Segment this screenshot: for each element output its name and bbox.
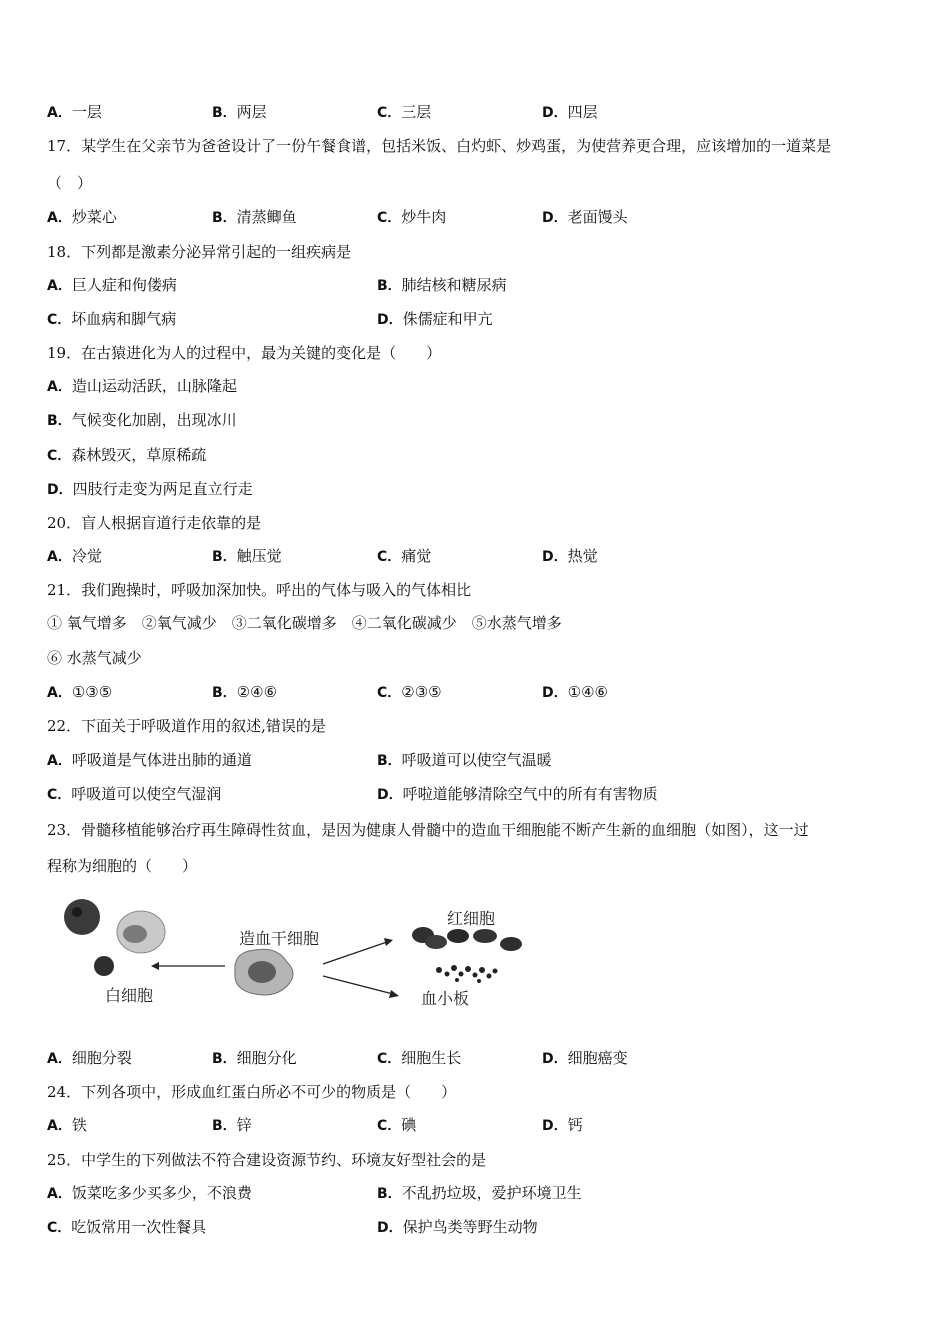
q25-option-d[interactable]: D．保护鸟类等野生动物 — [377, 1218, 538, 1236]
q21-option-c[interactable]: C．②③⑤ — [377, 683, 442, 701]
stem-cell-illustration — [235, 949, 293, 995]
q19-stem: 19．在古猿进化为人的过程中，最为关键的变化是（ ） — [47, 344, 442, 362]
q16-option-d[interactable]: D．四层 — [542, 103, 598, 121]
q21-option-d[interactable]: D．①④⑥ — [542, 683, 608, 701]
q18-option-d[interactable]: D．侏儒症和甲亢 — [377, 310, 493, 328]
q19-option-a[interactable]: A．造山运动活跃，山脉隆起 — [47, 377, 237, 395]
q23-stem: 23．骨髓移植能够治疗再生障碍性贫血，是因为健康人骨髓中的造血干细胞能不断产生新的血细胞（如图），这一过 — [47, 821, 809, 839]
q18-option-b[interactable]: B．肺结核和糖尿病 — [377, 276, 507, 294]
platelet — [445, 972, 450, 977]
q22-option-c[interactable]: C．呼吸道可以使空气湿润 — [47, 785, 222, 803]
q20-option-a[interactable]: A．冷觉 — [47, 547, 102, 565]
red-blood-cells-illustration — [412, 927, 522, 951]
q17-stem-blank: （ ） — [47, 174, 93, 192]
q18-option-c[interactable]: C．坏血病和脚气病 — [47, 310, 177, 328]
q18-option-a[interactable]: A．巨人症和佝偻病 — [47, 276, 177, 294]
q24-option-b[interactable]: B．锌 — [212, 1116, 252, 1134]
red-cell-4 — [473, 929, 497, 943]
q21-option-a[interactable]: A．①③⑤ — [47, 683, 113, 701]
stem-cell-label: 造血干细胞 — [239, 929, 320, 948]
q18-stem: 18．下列都是激素分泌异常引起的一组疾病是 — [47, 243, 352, 261]
white-blood-cells-illustration — [64, 899, 165, 976]
platelet — [451, 965, 457, 971]
q17-option-c[interactable]: C．炒牛肉 — [377, 208, 447, 226]
platelet — [487, 974, 492, 979]
q19-option-c[interactable]: C．森林毁灭，草原稀疏 — [47, 446, 207, 464]
arrow-head-up-right — [384, 938, 393, 946]
q17-option-d[interactable]: D．老面馒头 — [542, 208, 628, 226]
q24-option-d[interactable]: D．钙 — [542, 1116, 583, 1134]
q23-option-a[interactable]: A．细胞分裂 — [47, 1049, 132, 1067]
stem-cell-nucleus — [248, 961, 276, 983]
q16-option-b[interactable]: B．两层 — [212, 103, 267, 121]
q20-option-b[interactable]: B．触压觉 — [212, 547, 282, 565]
platelet — [479, 967, 485, 973]
q21-option-b[interactable]: B．②④⑥ — [212, 683, 278, 701]
q21-stem: 21．我们跑操时，呼吸加深加快。呼出的气体与吸入的气体相比 — [47, 581, 472, 599]
arrow-to-platelets — [323, 976, 393, 994]
q23-option-d[interactable]: D．细胞癌变 — [542, 1049, 628, 1067]
q24-option-a[interactable]: A．铁 — [47, 1116, 87, 1134]
q21-items-2: ⑥ 水蒸气减少 — [47, 649, 142, 667]
q24-option-c[interactable]: C．碘 — [377, 1116, 417, 1134]
q25-option-b[interactable]: B．不乱扔垃圾，爱护环境卫生 — [377, 1184, 582, 1202]
q25-stem: 25．中学生的下列做法不符合建设资源节约、环境友好型社会的是 — [47, 1151, 487, 1169]
q17-option-b[interactable]: B．清蒸鲫鱼 — [212, 208, 297, 226]
q23-option-b[interactable]: B．细胞分化 — [212, 1049, 297, 1067]
arrow-to-red-cells — [323, 942, 387, 964]
q19-option-b[interactable]: B．气候变化加剧，出现冰川 — [47, 411, 237, 429]
arrow-head-left — [151, 962, 159, 970]
platelets-illustration — [436, 965, 498, 983]
q17-option-a[interactable]: A．炒菜心 — [47, 208, 117, 226]
q17-stem: 17．某学生在父亲节为爸爸设计了一份午餐食谱，包括米饭、白灼虾、炒鸡蛋，为使营养更合理，应该增加的一道菜是 — [47, 137, 832, 155]
q20-stem: 20．盲人根据盲道行走依靠的是 — [47, 514, 262, 532]
q16-option-a[interactable]: A．一层 — [47, 103, 102, 121]
red-cell-5 — [500, 937, 522, 951]
platelet — [436, 967, 442, 973]
platelet — [465, 966, 471, 972]
q16-option-c[interactable]: C．三层 — [377, 103, 432, 121]
platelet-label: 血小板 — [421, 989, 470, 1008]
q23-option-c[interactable]: C．细胞生长 — [377, 1049, 462, 1067]
arrow-head-down-right — [389, 990, 399, 998]
q25-option-c[interactable]: C．吃饭常用一次性餐具 — [47, 1218, 207, 1236]
platelet — [477, 979, 481, 983]
white-cell-dark-nucleus — [72, 907, 82, 917]
platelet — [473, 973, 478, 978]
q20-option-c[interactable]: C．痛觉 — [377, 547, 432, 565]
q19-option-d[interactable]: D．四肢行走变为两足直立行走 — [47, 480, 253, 498]
white-cell-small — [94, 956, 114, 976]
platelet — [459, 972, 464, 977]
blood-cell-differentiation-figure — [55, 890, 535, 1020]
white-cell-large-nucleus — [123, 925, 147, 943]
q21-items-1: ① 氧气增多 ②氧气减少 ③二氧化碳增多 ④二氧化碳减少 ⑤水蒸气增多 — [47, 614, 562, 632]
q23-stem-cont: 程称为细胞的（ ） — [47, 857, 198, 875]
red-cell-2 — [425, 935, 447, 949]
q22-option-a[interactable]: A．呼吸道是气体进出肺的通道 — [47, 751, 252, 769]
red-cell-3 — [447, 929, 469, 943]
platelet — [493, 969, 498, 974]
q22-stem: 22．下面关于呼吸道作用的叙述,错误的是 — [47, 717, 326, 735]
q22-option-b[interactable]: B．呼吸道可以使空气温暖 — [377, 751, 552, 769]
q22-option-d[interactable]: D．呼啦道能够清除空气中的所有有害物质 — [377, 785, 658, 803]
q20-option-d[interactable]: D．热觉 — [542, 547, 598, 565]
red-cell-label: 红细胞 — [447, 909, 496, 928]
platelet — [455, 978, 459, 982]
q24-stem: 24．下列各项中，形成血红蛋白所必不可少的物质是（ ） — [47, 1083, 457, 1101]
white-cell-dark — [64, 899, 100, 935]
white-cell-label: 白细胞 — [105, 986, 154, 1005]
q25-option-a[interactable]: A．饭菜吃多少买多少，不浪费 — [47, 1184, 252, 1202]
